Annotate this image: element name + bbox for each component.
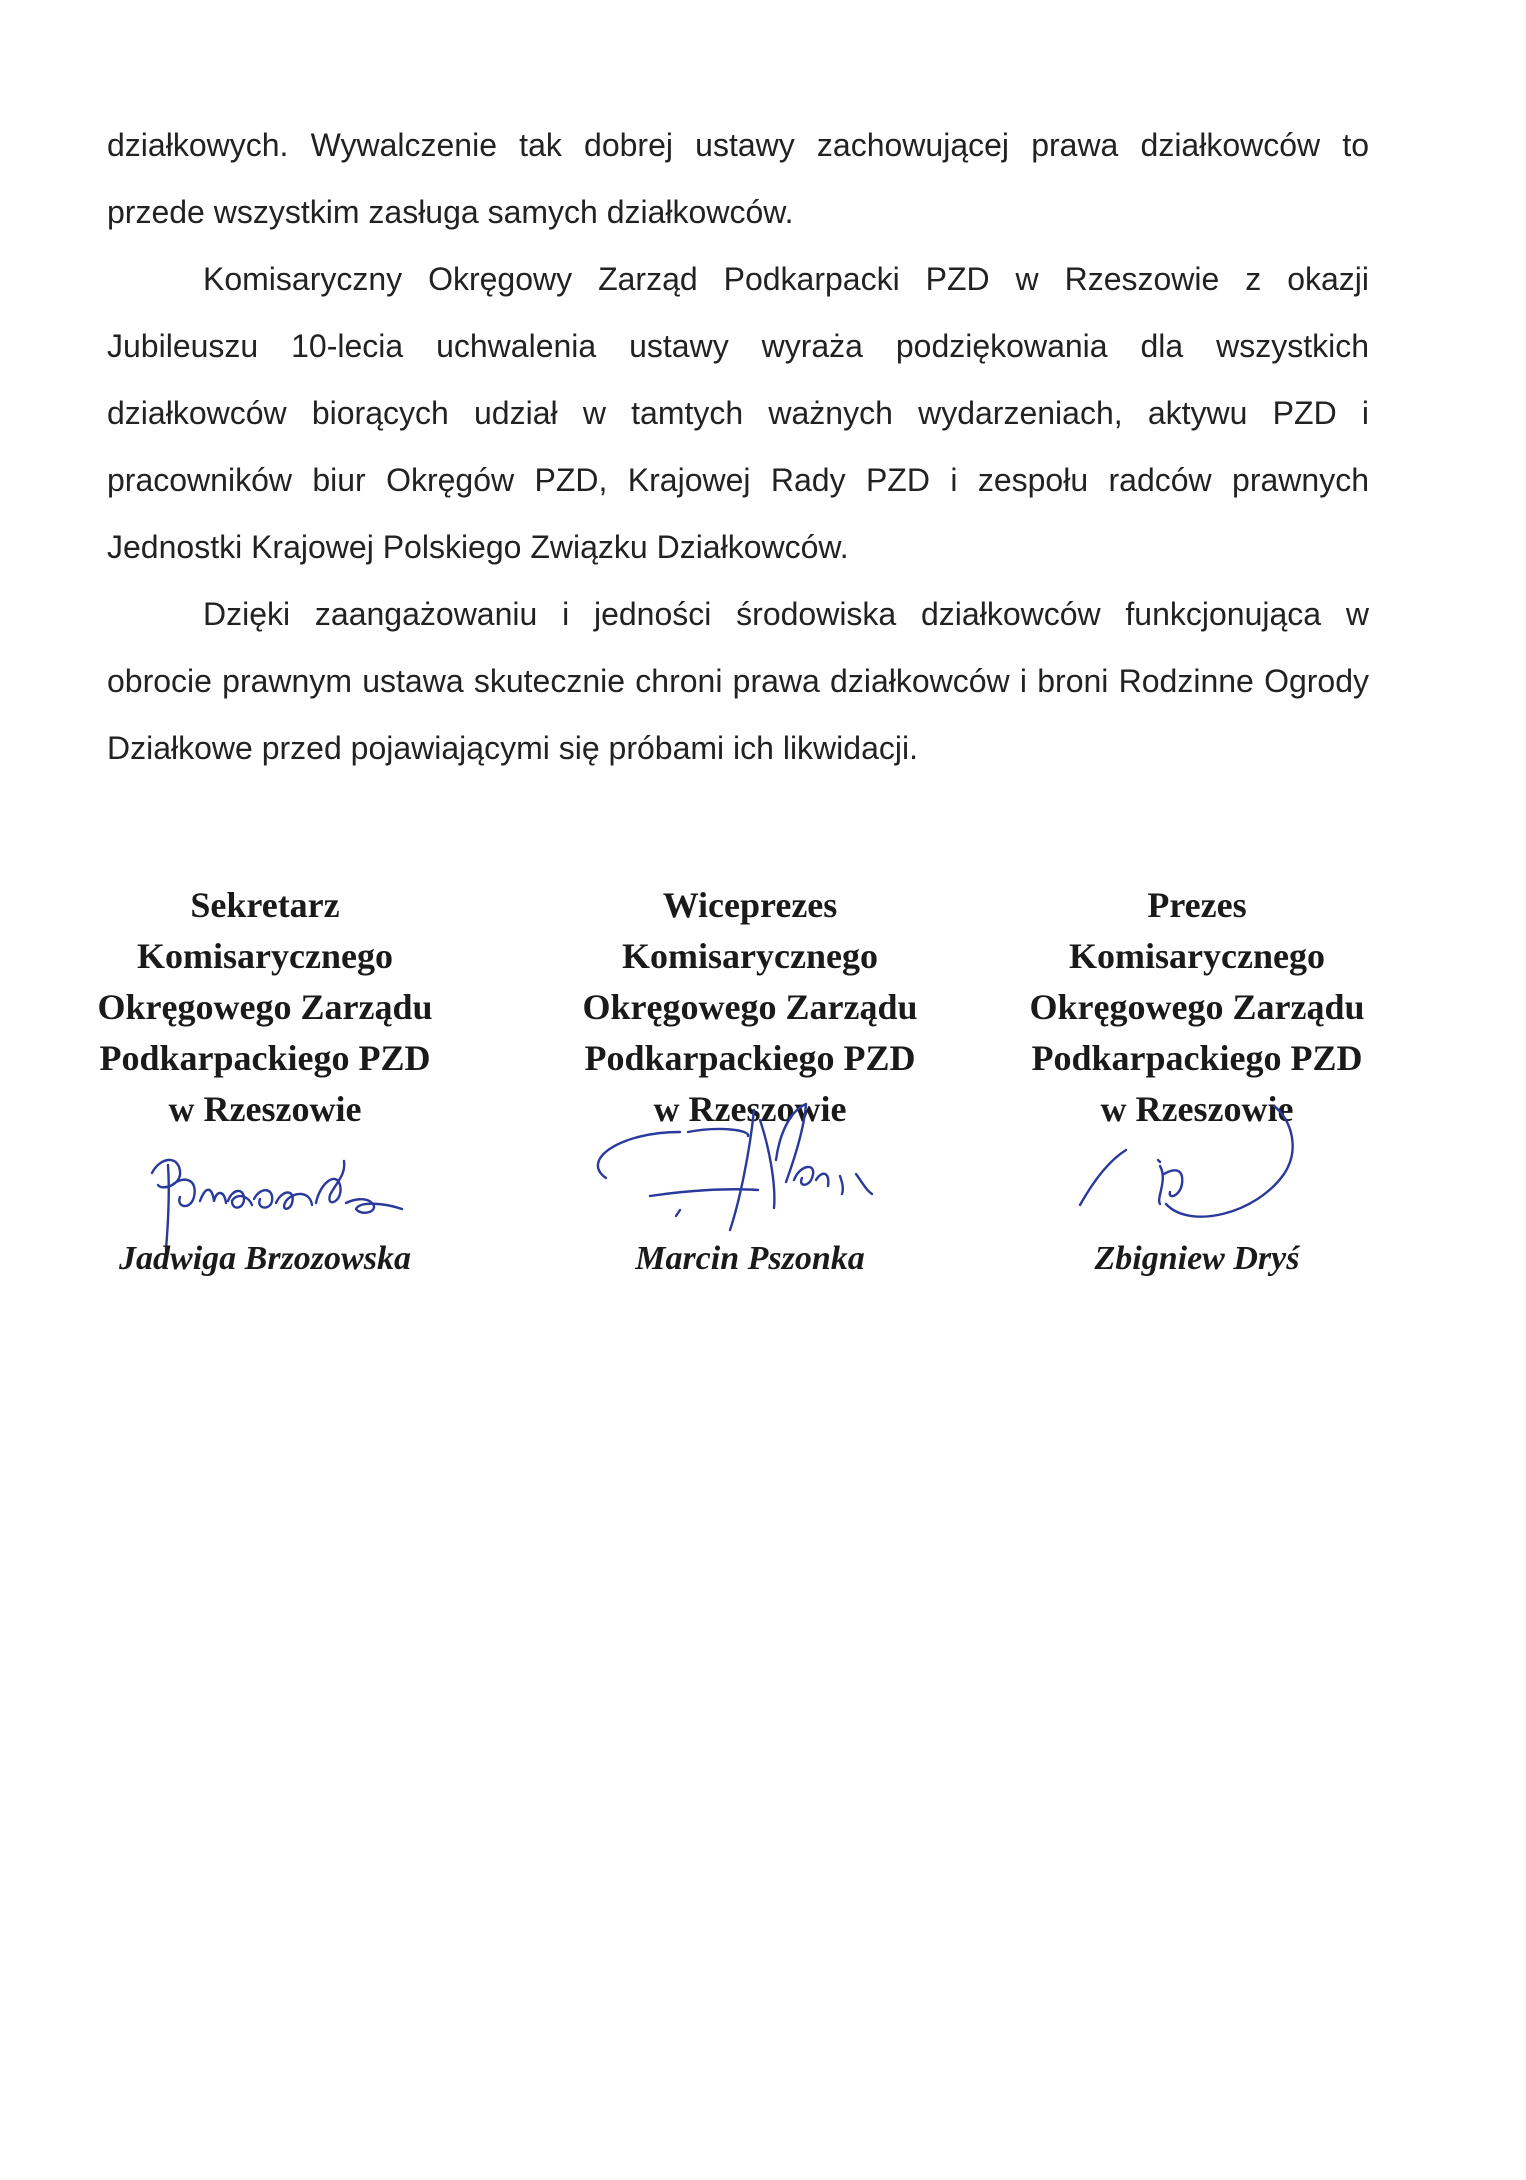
signatory-title-line: w Rzeszowie xyxy=(653,1089,847,1129)
signatory-title-line: w Rzeszowie xyxy=(168,1089,362,1129)
signatory-title-line: Komisarycznego xyxy=(1069,936,1325,976)
signatory-role: Wiceprezes xyxy=(662,885,838,925)
paragraph-1: działkowych. Wywalczenie tak dobrej ustawy zachowującej prawa działkowców to przede wszystkim zasługa samych działkowców. xyxy=(107,127,1369,230)
body-text xyxy=(107,112,1369,782)
paragraph-3: Dzięki zaangażowaniu i jedności środowiska działkowców funkcjonująca w obrocie prawnym ustawa skutecznie chroni prawa działkowców i broni Rodzinne Ogrody Działkowe przed pojawiającymi się próbami ich likwidacji. xyxy=(107,596,1369,766)
signatory-role: Prezes xyxy=(1147,885,1247,925)
signature-president xyxy=(1060,1080,1320,1230)
signature-secretary xyxy=(140,1145,430,1255)
signer-name-vice-president: Marcin Pszonka xyxy=(635,1240,865,1277)
signatory-title-line: Komisarycznego xyxy=(622,936,878,976)
signature-vice-president xyxy=(580,1090,960,1240)
signatory-title-line: Komisarycznego xyxy=(137,936,393,976)
signatory-role: Sekretarz xyxy=(190,885,340,925)
signatory-title-line: Okręgowego Zarządu xyxy=(582,987,918,1027)
signatory-title-line: Okręgowego Zarządu xyxy=(1029,987,1365,1027)
paragraph-2: Komisaryczny Okręgowy Zarząd Podkarpacki PZD w Rzeszowie z okazji Jubileuszu 10-lecia uchwalenia ustawy wyraża podziękowania dla wszystkich działkowców biorących udział w tamtych ważnych wydarzeniach, aktywu PZD i pracowników biur Okręgów PZD, Krajowej Rady PZD i zespołu radców prawnych Jednostki Krajowej Polskiego Związku Działkowców. xyxy=(107,261,1369,565)
signatory-block-secretary xyxy=(55,880,475,1135)
signatory-title-line: Podkarpackiego PZD xyxy=(584,1038,916,1078)
signatory-title-line: Podkarpackiego PZD xyxy=(1031,1038,1363,1078)
signer-name-secretary: Jadwiga Brzozowska xyxy=(119,1240,411,1277)
signatory-title-line: w Rzeszowie xyxy=(1100,1089,1294,1129)
signatory-title-line: Podkarpackiego PZD xyxy=(99,1038,431,1078)
signer-name-president: Zbigniew Dryś xyxy=(1094,1240,1300,1277)
signatory-title-line: Okręgowego Zarządu xyxy=(97,987,433,1027)
